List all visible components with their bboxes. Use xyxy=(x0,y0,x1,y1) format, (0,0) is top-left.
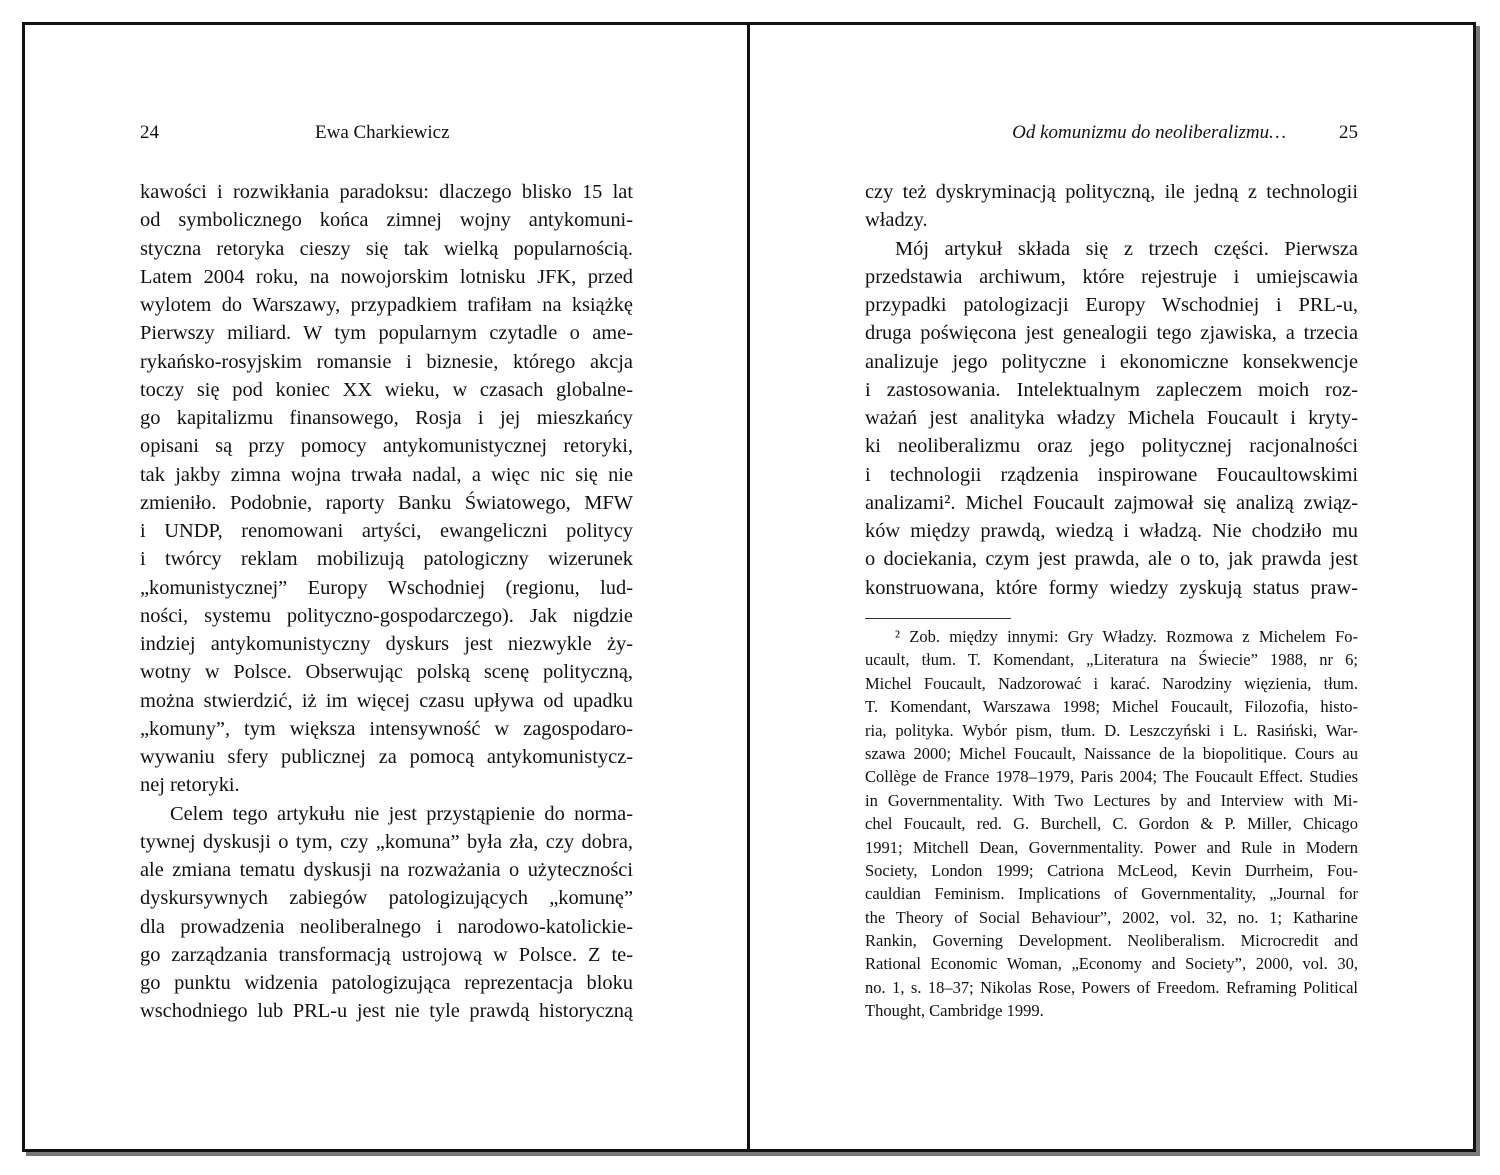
text-line: dla prowadzenia neoliberalnego i narodowo-katolickie- xyxy=(140,915,633,938)
text-line: „komunistycznej” Europy Wschodniej (regionu, lud- xyxy=(140,576,633,599)
text-line: ki neoliberalizmu oraz jego politycznej racjonalności xyxy=(865,435,1358,458)
book-gutter xyxy=(747,25,750,1149)
text-line: wywaniu sfery publicznej za pomocą antykomunistycz- xyxy=(140,746,633,768)
text-line: Celem tego artykułu nie jest przystąpienie do norma- xyxy=(170,802,633,825)
text-line: i twórcy reklam mobilizują patologiczny wizerunek xyxy=(140,548,633,571)
text-line: tywnej dyskusji o tym, czy „komuna” była zła, czy dobra, xyxy=(140,830,633,853)
text-line: analizami². Michel Foucault zajmował się analizą związ- xyxy=(865,491,1358,514)
footnote-line: 1991; Mitchell Dean, Governmentality. Power and Rule in Modern xyxy=(865,837,1358,857)
text-line: druga poświęcona jest genealogii tego zjawiska, a trzecia xyxy=(865,322,1358,345)
footnote-line: in Governmentality. With Two Lectures by and Interview with Mi- xyxy=(865,790,1358,810)
text-line: Latem 2004 roku, na nowojorskim lotnisku JFK, przed xyxy=(140,265,633,288)
footnote-line: Rankin, Governing Development. Neoliberalism. Microcredit and xyxy=(865,931,1358,951)
text-line: przedstawia archiwum, które rejestruje i umiejscawia xyxy=(865,265,1358,288)
text-line: indziej antykomunistyczny dyskurs jest niezwykle ży- xyxy=(140,633,633,655)
left-page-header xyxy=(140,119,633,147)
text-line: go punktu widzenia patologizująca reprezentacja bloku xyxy=(140,972,633,994)
text-line: ków między prawdą, wiedzą i władzą. Nie chodziło mu xyxy=(865,520,1358,542)
text-line: go zarządzania transformacją ustrojową w Polsce. Z te- xyxy=(140,943,633,966)
footnote-line: ² Zob. między innymi: Gry Władzy. Rozmowa z Michelem Fo- xyxy=(895,627,1358,646)
footnote-line: Thought, Cambridge 1999. xyxy=(865,1001,1044,1021)
text-line: rykańsko-rosyjskim romansie i biznesie, którego akcja xyxy=(140,350,633,373)
page-number: 24 xyxy=(140,122,159,143)
footnote-line: the Theory of Social Behaviour”, 2002, vol. 32, no. 1; Katharine xyxy=(865,907,1358,927)
left-page xyxy=(140,25,633,1149)
text-line: Mój artykuł składa się z trzech części. Pierwsza xyxy=(895,237,1358,260)
text-line: ności, systemu polityczno-gospodarczego). Jak nigdzie xyxy=(140,604,633,627)
footnote-line: chel Foucault, red. G. Burchell, C. Gordon & P. Miller, Chicago xyxy=(865,814,1358,834)
right-page-header xyxy=(865,119,1358,147)
running-header-author: Ewa Charkiewicz xyxy=(315,122,450,143)
footnote-line: ucault, tłum. T. Komendant, „Literatura na Świecie” 1988, nr 6; xyxy=(865,650,1358,670)
text-line: wotny w Polsce. Obserwując polską scenę polityczną, xyxy=(140,661,633,684)
footnote-line: Michel Foucault, Nadzorować i karać. Narodziny więzienia, tłum. xyxy=(865,673,1358,693)
text-line: wylotem do Warszawy, przypadkiem trafiłam na książkę xyxy=(140,294,633,316)
text-line: go kapitalizmu finansowego, Rosja i jej mieszkańcy xyxy=(140,407,633,429)
page-number: 25 xyxy=(1339,122,1358,143)
footnote-line: Society, London 1999; Catriona McLeod, Kevin Durrheim, Fou- xyxy=(865,860,1358,880)
footnote-line: Rational Economic Woman, „Economy and Society”, 2000, vol. 30, xyxy=(865,954,1358,974)
text-line: analizuje jego polityczne i ekonomiczne konsekwencje xyxy=(865,350,1358,373)
text-line: od symbolicznego końca zimnej wojny antykomuni- xyxy=(140,209,633,232)
text-line: o dociekania, czym jest prawda, ale o to, jak prawda jest xyxy=(865,548,1358,571)
text-line: wschodniego lub PRL-u jest nie tyle prawdą historyczną xyxy=(140,1000,633,1023)
right-page xyxy=(865,25,1358,1149)
footnote-line: szawa 2000; Michel Foucault, Naissance de la biopolitique. Cours au xyxy=(865,743,1358,763)
text-line: ważań jest analityka władzy Michela Foucault i kryty- xyxy=(865,407,1358,429)
left-page-body xyxy=(140,178,633,1026)
text-line: dyskursywnych zabiegów patologizujących „komunę” xyxy=(140,887,633,910)
text-line: opisani są przy pomocy antykomunistycznej retoryki, xyxy=(140,435,633,458)
text-line: tak jakby zimna wojna trwała nadal, a więc nic się nie xyxy=(140,463,633,486)
text-line: i zastosowania. Intelektualnym zapleczem moich roz- xyxy=(865,378,1358,401)
footnote-line: cauldian Feminism. Implications of Governmentality, „Journal for xyxy=(865,884,1358,904)
text-line: czy też dyskryminacją polityczną, ile jedną z technologii xyxy=(865,181,1358,203)
text-line: władzy. xyxy=(865,209,928,232)
footnote xyxy=(865,625,1358,1023)
footnote-line: T. Komendant, Warszawa 1998; Michel Foucault, Filozofia, histo- xyxy=(865,697,1358,717)
text-line: toczy się pod koniec XX wieku, w czasach globalne- xyxy=(140,378,633,401)
book-spread xyxy=(22,22,1476,1152)
text-line: kawości i rozwikłania paradoksu: dlaczego blisko 15 lat xyxy=(140,181,633,203)
footnote-divider xyxy=(865,618,1011,619)
text-line: i technologii rządzenia inspirowane Foucaultowskimi xyxy=(865,463,1358,486)
text-line: przypadki patologizacji Europy Wschodniej i PRL-u, xyxy=(865,294,1358,316)
footnote-line: ria, polityka. Wybór pism, tłum. D. Leszczyński i L. Rasiński, War- xyxy=(865,720,1358,740)
right-page-body xyxy=(865,178,1358,602)
running-header-title: Od komunizmu do neoliberalizmu… xyxy=(1012,122,1286,143)
text-line: nej retoryki. xyxy=(140,774,240,797)
text-line: „komuny”, tym większa intensywność w zagospodaro- xyxy=(140,717,633,740)
text-line: Pierwszy miliard. W tym popularnym czytadle o ame- xyxy=(140,322,633,345)
text-line: styczna retoryka cieszy się tak wielką popularnością. xyxy=(140,237,633,260)
text-line: można stwierdzić, iż im więcej czasu upływa od upadku xyxy=(140,689,633,712)
text-line: i UNDP, renomowani artyści, ewangeliczni politycy xyxy=(140,520,633,542)
text-line: zmieniło. Podobnie, raporty Banku Światowego, MFW xyxy=(140,491,633,514)
text-line: ale zmiana tematu dyskusji na rozważania o użyteczności xyxy=(140,859,633,881)
footnote-line: no. 1, s. 18–37; Nikolas Rose, Powers of Freedom. Reframing Political xyxy=(865,977,1358,997)
text-line: konstruowana, które formy wiedzy zyskują status praw- xyxy=(865,576,1358,599)
footnote-line: Collège de France 1978–1979, Paris 2004; The Foucault Effect. Studies xyxy=(865,767,1358,787)
